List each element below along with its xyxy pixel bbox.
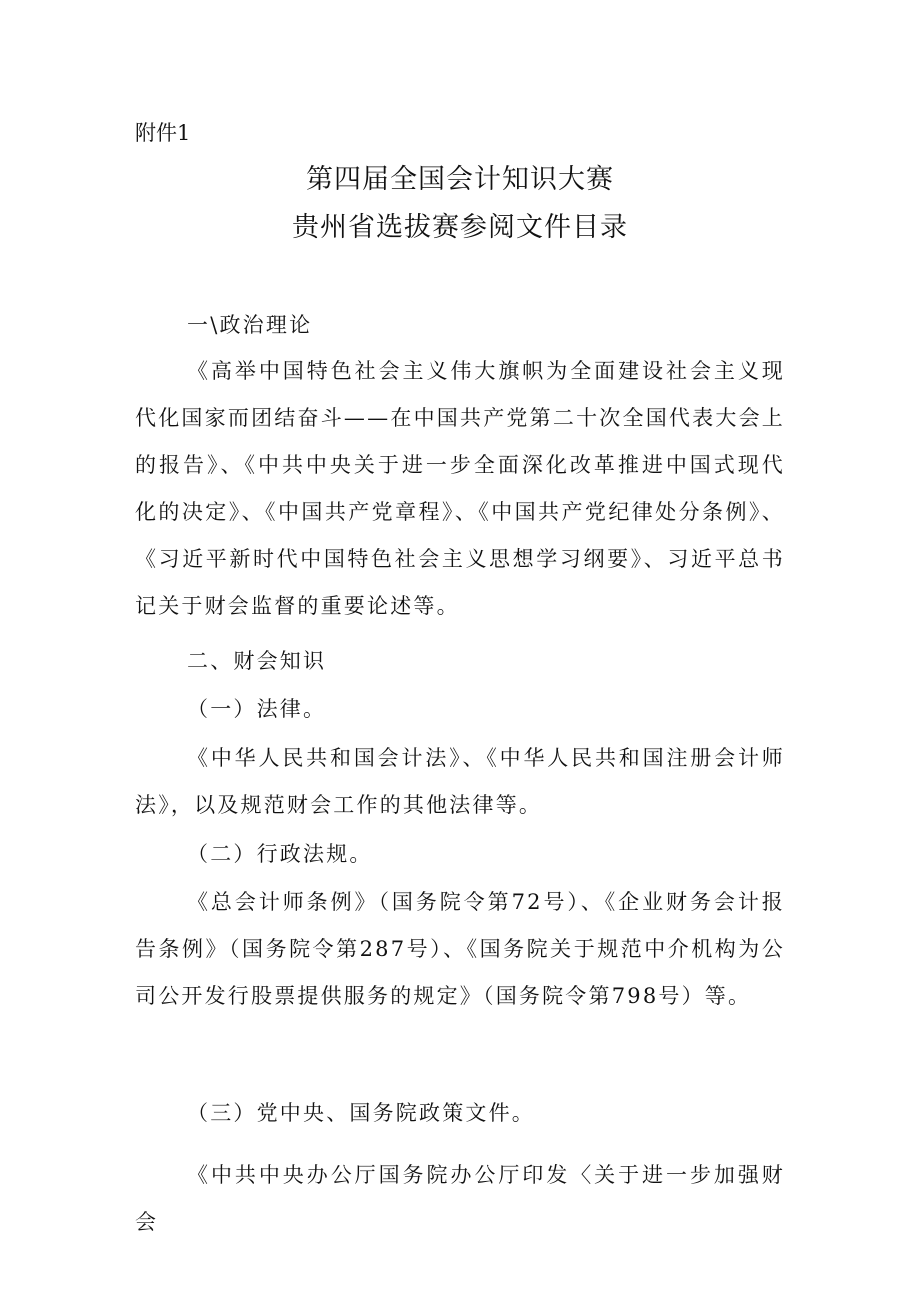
paragraph-policy-documents: 《中共中央办公厅国务院办公厅印发〈关于进一步加强财会 [135, 1163, 785, 1234]
subsection-heading-law: （一）法律。 [187, 697, 327, 721]
paragraph-politics-documents: 《高举中国特色社会主义伟大旗帜为全面建设社会主义现代化国家而团结奋斗——在中国共产党第二十次全国代表大会上的报告》、《中共中央关于进一步全面深化改革推进中国式现代化的决定》、《中国共产党章程》、《中国共产党纪律处分条例》、《习近平新时代中国特色社会主义思想学习纲要》、习近平总书记关于财会监督的重要论述等。 [135, 359, 785, 618]
subsection-heading-policy: （三）党中央、国务院政策文件。 [187, 1101, 535, 1125]
section-heading-finance: 二、财会知识 [187, 649, 327, 673]
attachment-label: 附件1 [135, 121, 191, 145]
paragraph-law-documents: 《中华人民共和国会计法》、《中华人民共和国注册会计师法》，以及规范财会工作的其他法律等。 [135, 746, 785, 817]
section-heading-politics: 一\政治理论 [187, 313, 313, 337]
document-title-line1: 第四届全国会计知识大赛 [306, 164, 614, 195]
paragraph-regulation-documents: 《总会计师条例》（国务院令第72号）、《企业财务会计报告条例》（国务院令第287号）、《国务院关于规范中介机构为公司公开发行股票提供服务的规定》（国务院令第798号）等。 [135, 890, 785, 1008]
document-title-line2: 贵州省选拔赛参阅文件目录 [292, 212, 628, 243]
subsection-heading-regulations: （二）行政法规。 [187, 842, 373, 866]
